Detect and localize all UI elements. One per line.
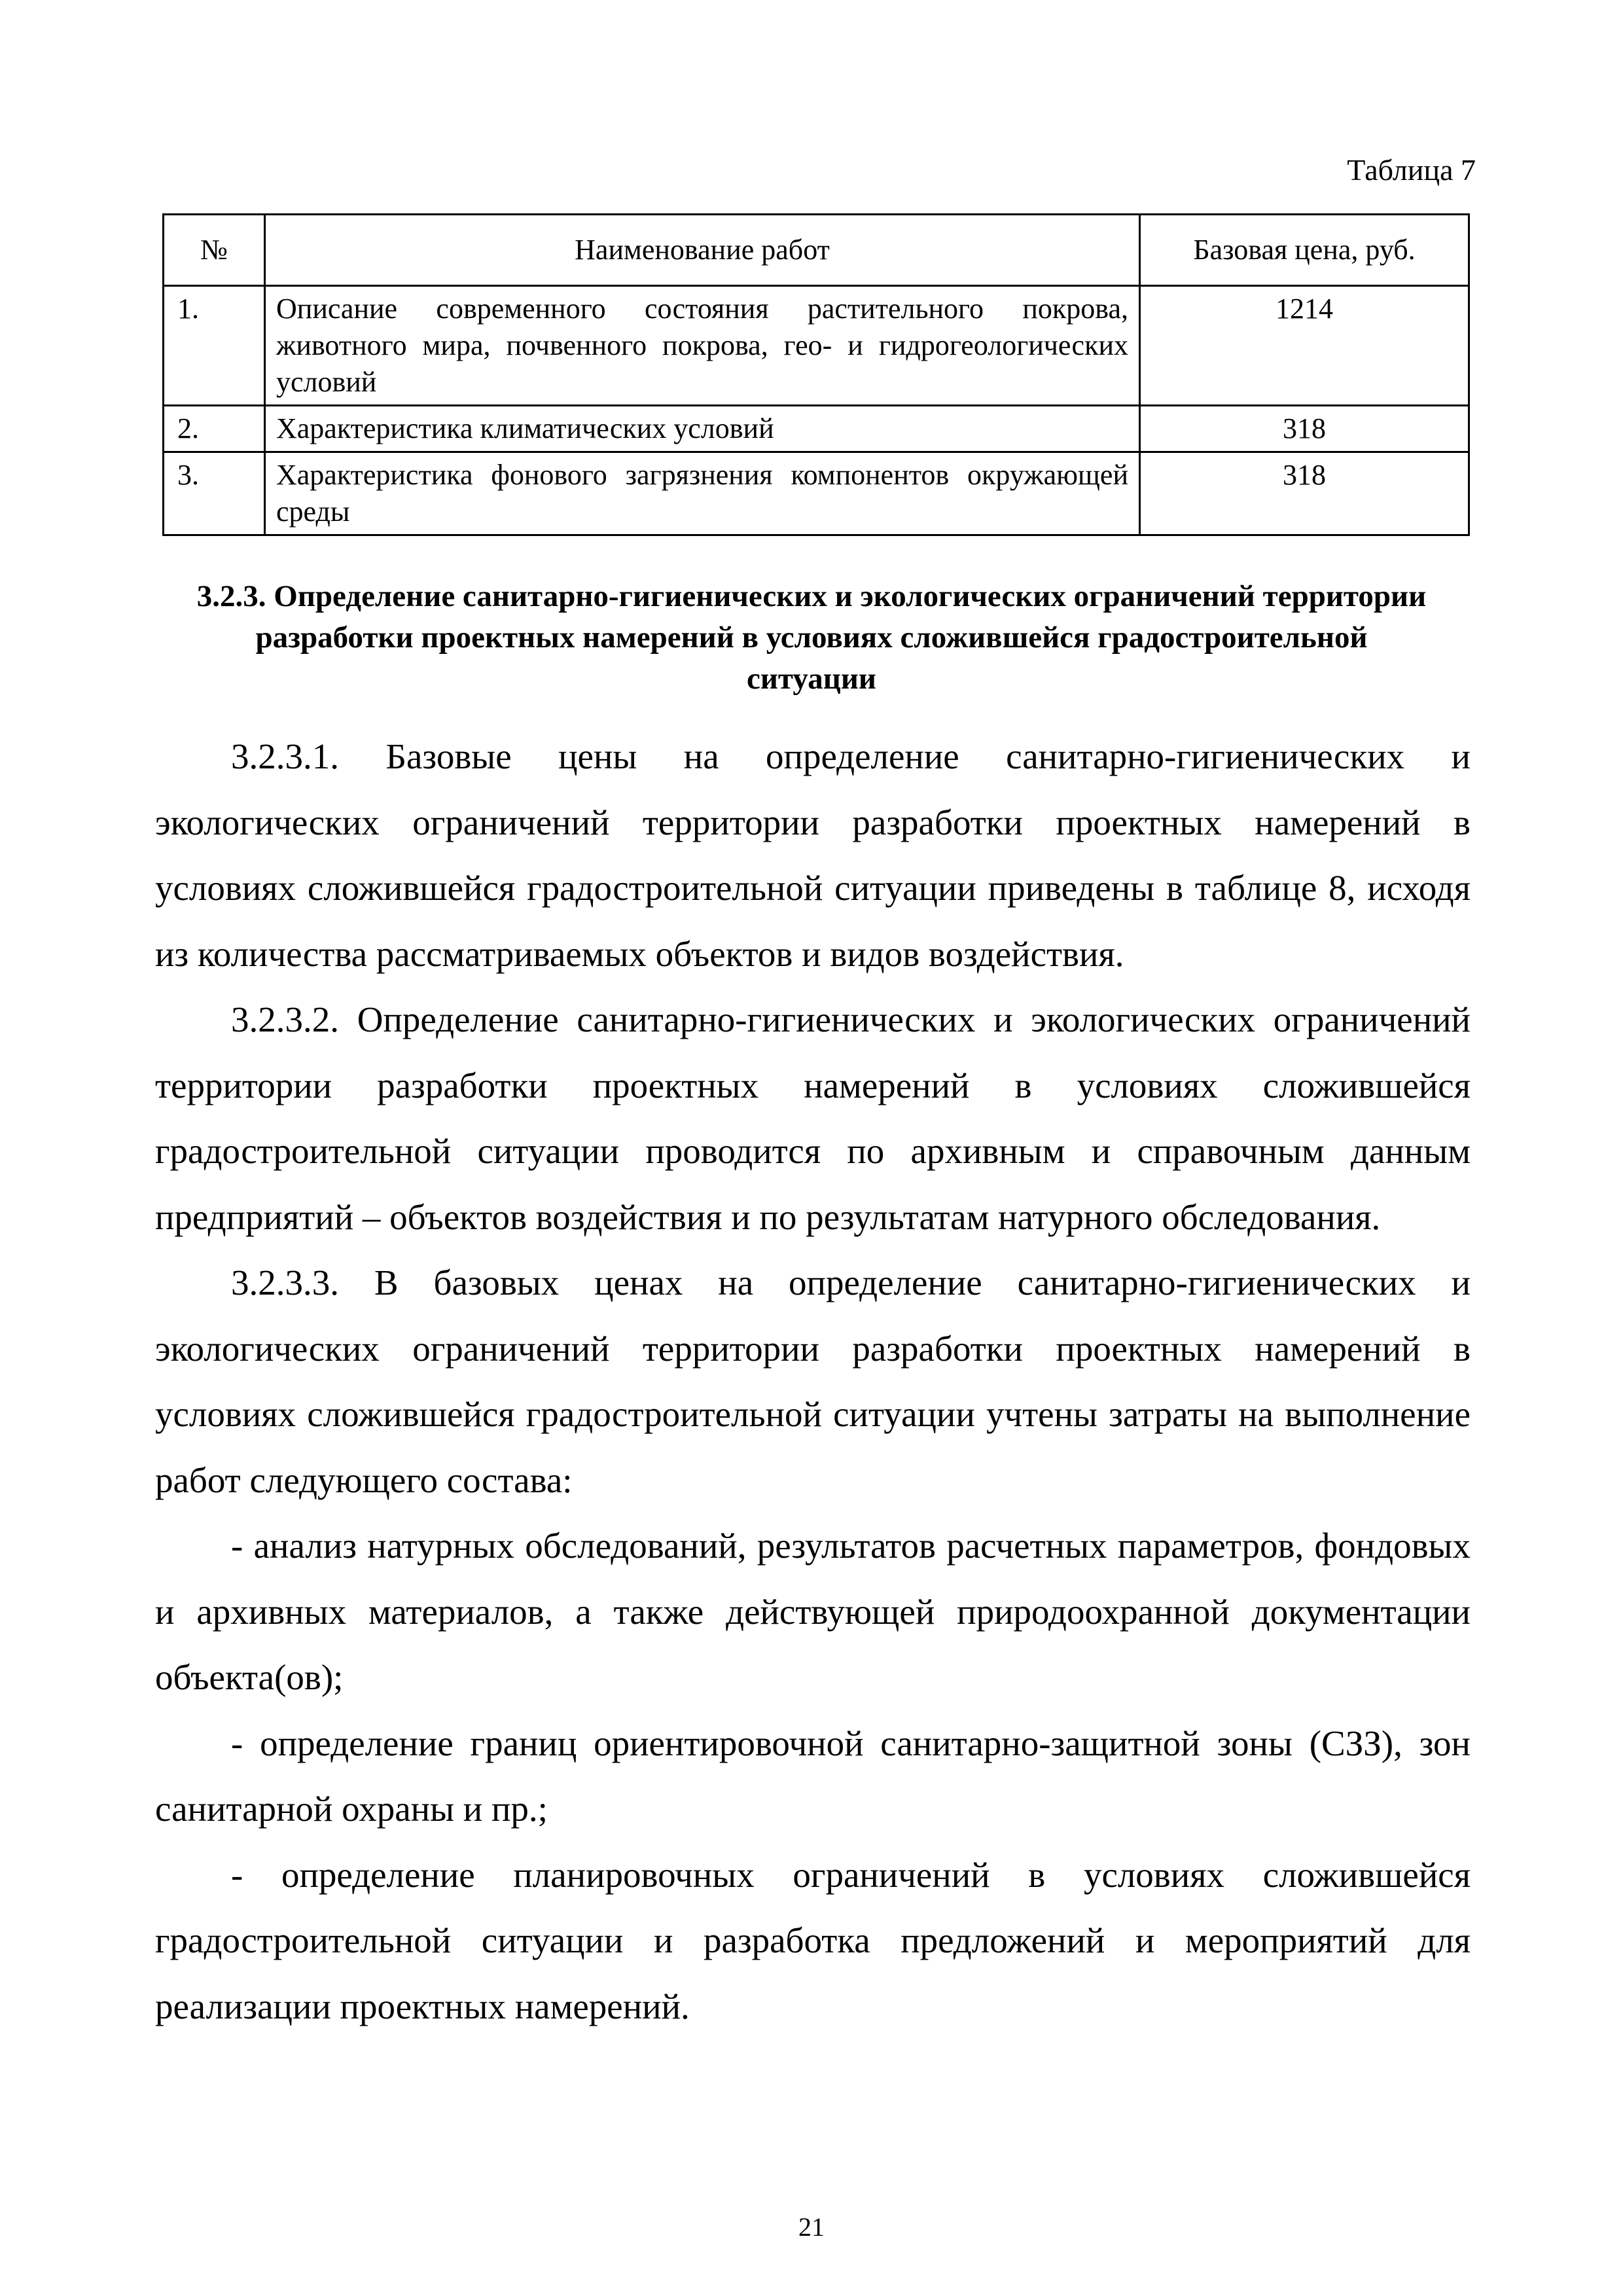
list-item: - определение планировочных ограничений в условиях сложившейся градостроительной ситуации и разработка предложений и мероприятий для реализации проектных намерений.	[155, 1854, 1471, 2026]
row-name: Характеристика климатических условий	[265, 406, 1140, 452]
row-price: 1214	[1140, 286, 1469, 406]
header-price: Базовая цена, руб.	[1140, 215, 1469, 286]
row-num: 2.	[164, 406, 265, 452]
list-item: - анализ натурных обследований, результатов расчетных параметров, фондовых и архивных материалов, а также действующей природоохранной документации объекта(ов);	[155, 1526, 1471, 1697]
table-row	[164, 406, 1469, 452]
works-price-table	[162, 213, 1470, 536]
table-row	[164, 286, 1469, 406]
row-num: 1.	[164, 286, 265, 406]
page-number: 21	[798, 2212, 825, 2242]
row-price: 318	[1140, 452, 1469, 535]
section-heading: 3.2.3. Определение санитарно-гигиенических и экологических ограничений территории разработки проектных намерений в условиях сложившейся градостроительной ситуации	[196, 579, 1427, 696]
header-num: №	[164, 215, 265, 286]
row-price: 318	[1140, 406, 1469, 452]
table-row	[164, 452, 1469, 535]
table-caption: Таблица 7	[1347, 153, 1476, 187]
table-header-row	[164, 215, 1469, 286]
paragraph: 3.2.3.3. В базовых ценах на определение санитарно-гигиенических и экологических ограничений территории разработки проектных намерений в условиях сложившейся градостроительной ситуации учтены затраты на выполнение работ следующего состава:	[155, 1263, 1471, 1500]
row-num: 3.	[164, 452, 265, 535]
body-text	[155, 724, 1471, 2039]
paragraph: 3.2.3.1. Базовые цены на определение санитарно-гигиенических и экологических ограничений территории разработки проектных намерений в условиях сложившейся градостроительной ситуации приведены в таблице 8, исходя из количества рассматриваемых объектов и видов воздействия.	[155, 736, 1471, 974]
header-name: Наименование работ	[265, 215, 1140, 286]
paragraph: 3.2.3.2. Определение санитарно-гигиенических и экологических ограничений территории разработки проектных намерений в условиях сложившейся градостроительной ситуации проводится по архивным и справочным данным предприятий – объектов воздействия и по результатам натурного обследования.	[155, 999, 1471, 1237]
list-item: - определение границ ориентировочной санитарно-защитной зоны (СЗЗ), зон санитарной охраны и пр.;	[155, 1723, 1471, 1829]
row-name: Характеристика фонового загрязнения компонентов окружающей среды	[265, 452, 1140, 535]
row-name: Описание современного состояния растительного покрова, животного мира, почвенного покрова, гео- и гидрогеологических условий	[265, 286, 1140, 406]
